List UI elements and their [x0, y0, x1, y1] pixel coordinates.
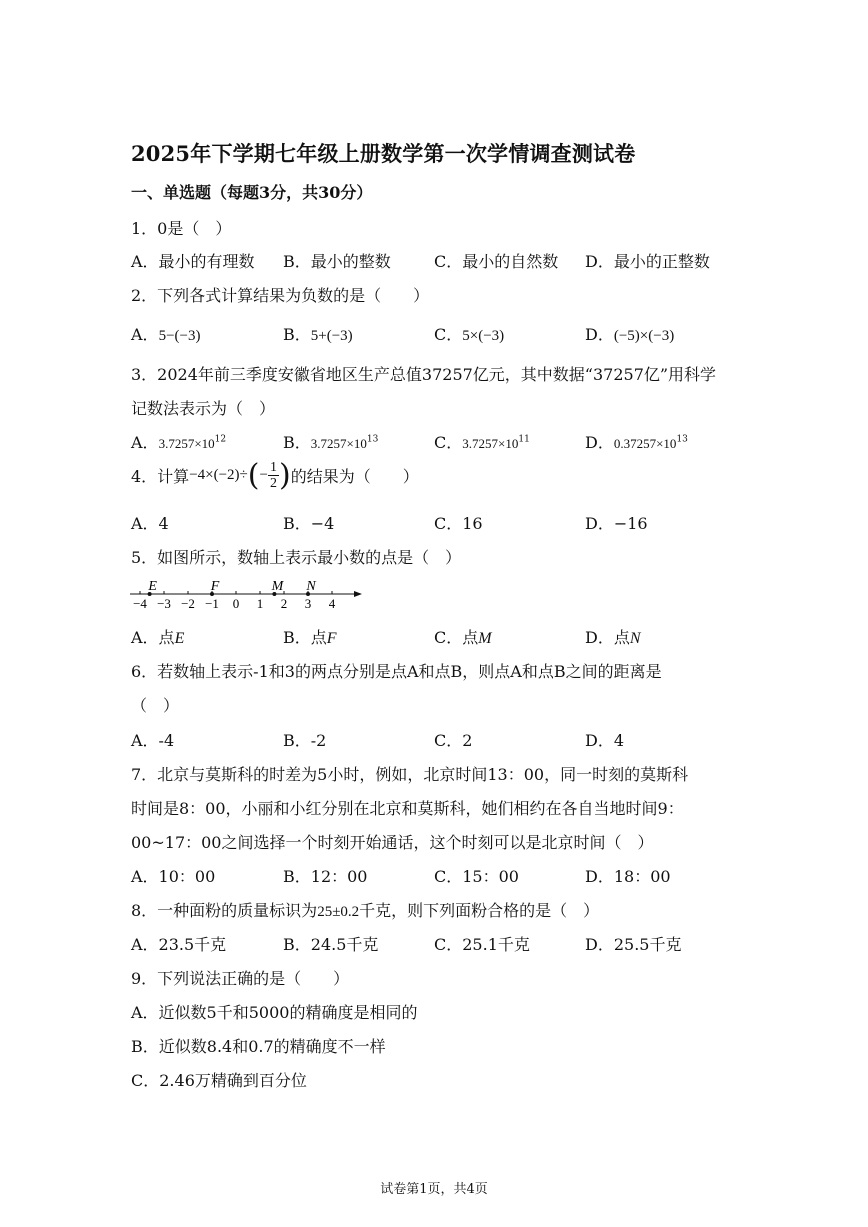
q4-option-c: C．16 — [434, 514, 483, 533]
point-label-e: E — [148, 579, 157, 594]
point-label-m: M — [271, 579, 284, 594]
q3-option-b: B．$3.7257\times 10^{13}$ — [283, 433, 379, 452]
q1-option-b: B．最小的整数 — [283, 252, 391, 271]
question-7-stem-line3: 00~17：00之间选择一个时刻开始通话，这个时刻可以是北京时间（ ） — [131, 833, 654, 852]
q2-option-c: C．5×(−3) — [434, 325, 505, 344]
page-title: 2025年下学期七年级上册数学第一次学情调查测试卷 — [131, 141, 636, 166]
question-7-stem-line1: 7．北京与莫斯科的时差为5小时，例如，北京时间13：00，同一时刻的莫斯科 — [131, 765, 689, 784]
fraction: $\frac{1}{2}$ — [269, 460, 277, 492]
axis-tick-label: 4 — [328, 596, 336, 611]
question-8-stem: 8．一种面粉的质量标识为25±0.2千克，则下列面粉合格的是（ ） — [131, 901, 600, 920]
axis-tick-label: 0 — [232, 596, 240, 611]
q7-option-a: A．10：00 — [131, 867, 216, 886]
q6-option-d: D．4 — [585, 731, 625, 750]
q1-option-c: C．最小的自然数 — [434, 252, 559, 271]
axis-tick-label: 3 — [304, 596, 312, 611]
question-6-stem-line1: 6．若数轴上表示-1和3的两点分别是点A和点B，则点A和点B之间的距离是 — [131, 662, 662, 681]
q3-option-d: D．$0.37257\times 10^{13}$ — [585, 433, 688, 452]
q8-option-c: C．25.1千克 — [434, 935, 530, 954]
q1-option-a: A．最小的有理数 — [131, 252, 255, 271]
q8-option-a: A．23.5千克 — [131, 935, 227, 954]
q6-option-c: C．2 — [434, 731, 473, 750]
q7-option-c: C．15：00 — [434, 867, 519, 886]
point-label-f: F — [210, 579, 220, 594]
axis-tick-label: 2 — [280, 596, 288, 611]
q5-option-c: C．点M — [434, 628, 492, 647]
q4-option-b: B．−4 — [283, 514, 335, 533]
q2-option-d: D．(−5)×(−3) — [585, 325, 675, 344]
q8-option-d: D．25.5千克 — [585, 935, 682, 954]
q6-option-b: B．-2 — [283, 731, 327, 750]
q6-option-a: A．-4 — [131, 731, 175, 750]
q2-option-b: B．5+(−3) — [283, 325, 353, 344]
axis-tick-label: −3 — [157, 596, 171, 611]
axis-tick-label: −1 — [205, 596, 219, 611]
point-label-n: N — [306, 579, 316, 594]
q7-option-b: B．12：00 — [283, 867, 368, 886]
axis-tick-label: −2 — [181, 596, 195, 611]
section-heading: 一、单选题（每题3分，共30分） — [131, 183, 373, 202]
q9-option-c: C．2.46万精确到百分位 — [131, 1071, 307, 1090]
q3-option-a: A．$3.7257\times 10^{12}$ — [131, 433, 227, 452]
question-3-stem-line1: 3．2024年前三季度安徽省地区生产总值37257亿元，其中数据“37257亿”用科学 — [131, 365, 717, 384]
question-1-stem: 1．0是（ ） — [131, 219, 232, 238]
axis-tick-label: −4 — [133, 596, 147, 611]
question-2-stem: 2．下列各式计算结果为负数的是（ ） — [131, 286, 430, 305]
question-4-stem: 4．计算 −4×(−2)÷ ( − $\frac{1}{2}$ ) 的结果为（ ） — [131, 457, 419, 493]
question-6-stem-line2: （ ） — [131, 696, 180, 715]
question-3-stem-line2: 记数法表示为（ ） — [131, 399, 276, 418]
q1-option-d: D．最小的正整数 — [585, 252, 710, 271]
number-line-figure — [128, 574, 368, 614]
question-7-stem-line2: 时间是8：00，小丽和小红分别在北京和莫斯科，她们相约在各自当地时间9： — [131, 799, 684, 818]
q5-option-d: D．点N — [585, 628, 641, 647]
page-footer: 试卷第1页，共4页 — [380, 1182, 488, 1197]
question-9-stem: 9．下列说法正确的是（ ） — [131, 969, 350, 988]
q5-option-b: B．点F — [283, 628, 337, 647]
q3-option-c: C．$3.7257\times 10^{11}$ — [434, 433, 530, 452]
q2-option-a: A．5−(−3) — [131, 325, 201, 344]
q8-option-b: B．24.5千克 — [283, 935, 379, 954]
axis-tick-label: 1 — [256, 596, 264, 611]
q4-option-a: A．4 — [131, 514, 169, 533]
q9-option-a: A．近似数5千和5000的精确度是相同的 — [131, 1003, 418, 1022]
q5-option-a: A．点E — [131, 628, 185, 647]
q4-option-d: D．−16 — [585, 514, 648, 533]
q7-option-d: D．18：00 — [585, 867, 671, 886]
axis-arrow — [354, 591, 362, 597]
q9-option-b: B．近似数8.4和0.7的精确度不一样 — [131, 1037, 386, 1056]
question-5-stem: 5．如图所示，数轴上表示最小数的点是（ ） — [131, 548, 462, 567]
